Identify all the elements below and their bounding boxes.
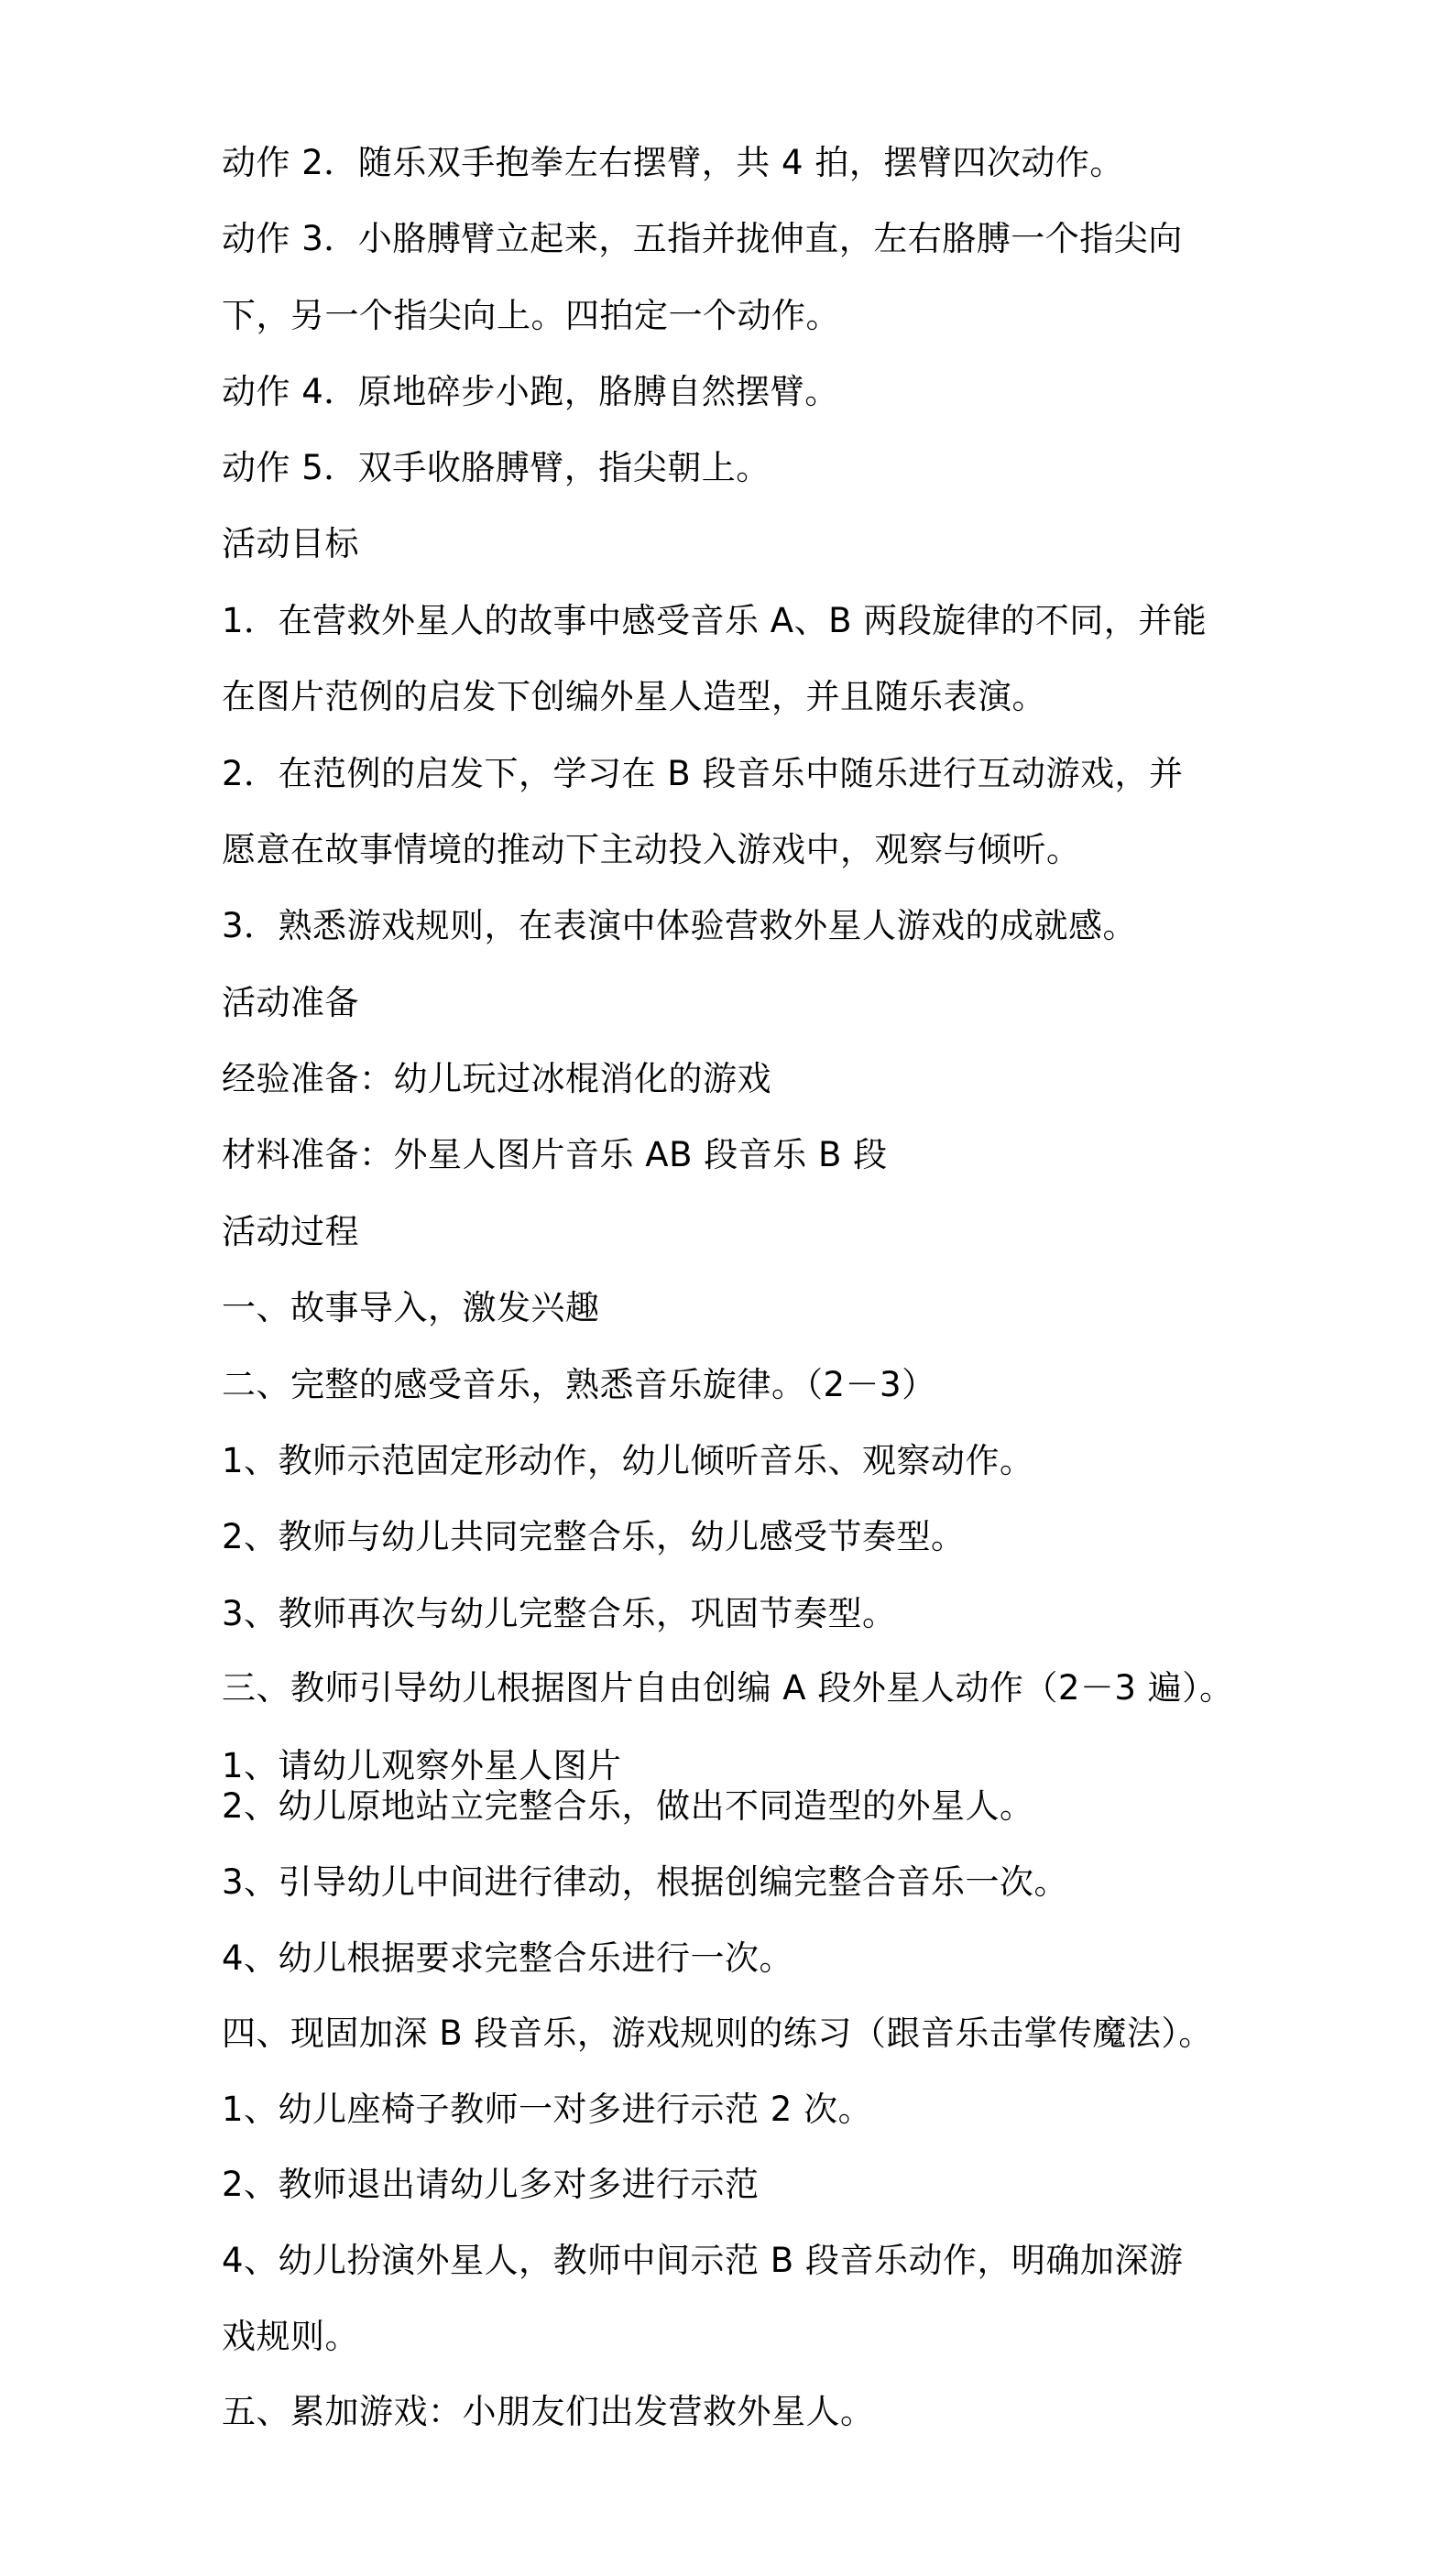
process-step-1: 一、故事导入，激发兴趣 bbox=[222, 1288, 600, 1327]
paragraph-action-5: 动作 5．双手收胳膊臂，指尖朝上。 bbox=[222, 448, 771, 487]
process-step-2-item-1: 1、教师示范固定形动作，幼儿倾听音乐、观察动作。 bbox=[222, 1441, 1034, 1480]
goal-2-line-1: 2．在范例的启发下，学习在 B 段音乐中随乐进行互动游戏，并 bbox=[222, 754, 1184, 793]
paragraph-action-4: 动作 4．原地碎步小跑，胳膊自然摆臂。 bbox=[222, 372, 839, 411]
process-step-3-item-4: 4、幼儿根据要求完整合乐进行一次。 bbox=[222, 1938, 794, 1978]
paragraph-action-3-line-1: 动作 3．小胳膊臂立起来，五指并拢伸直，左右胳膊一个指尖向 bbox=[222, 219, 1183, 258]
heading-activity-process: 活动过程 bbox=[222, 1212, 359, 1251]
paragraph-action-2: 动作 2．随乐双手抱拳左右摆臂，共 4 拍，摆臂四次动作。 bbox=[222, 143, 1124, 182]
process-step-4-item-1: 1、幼儿座椅子教师一对多进行示范 2 次。 bbox=[222, 2090, 873, 2129]
heading-activity-preparation: 活动准备 bbox=[222, 983, 359, 1022]
paragraph-action-3-line-2: 下，另一个指尖向上。四拍定一个动作。 bbox=[222, 296, 840, 335]
process-step-4-item-4-line-1: 4、幼儿扮演外星人，教师中间示范 B 段音乐动作，明确加深游 bbox=[222, 2241, 1184, 2280]
process-step-3-item-1: 1、请幼儿观察外星人图片 bbox=[222, 1746, 622, 1785]
process-step-2-item-2: 2、教师与幼儿共同完整合乐，幼儿感受节奏型。 bbox=[222, 1517, 966, 1556]
preparation-experience: 经验准备：幼儿玩过冰棍消化的游戏 bbox=[222, 1059, 771, 1098]
process-step-2-item-3: 3、教师再次与幼儿完整合乐，巩固节奏型。 bbox=[222, 1594, 897, 1633]
preparation-materials: 材料准备：外星人图片音乐 AB 段音乐 B 段 bbox=[222, 1135, 888, 1174]
process-step-3-item-2: 2、幼儿原地站立完整合乐，做出不同造型的外星人。 bbox=[222, 1786, 1034, 1826]
process-step-3-item-3: 3、引导幼儿中间进行律动，根据创编完整合音乐一次。 bbox=[222, 1862, 1069, 1902]
process-step-4: 四、现固加深 B 段音乐，游戏规则的练习（跟音乐击掌传魔法）。 bbox=[222, 2014, 1213, 2053]
process-step-4-item-4-line-2: 戏规则。 bbox=[222, 2317, 359, 2356]
goal-2-line-2: 愿意在故事情境的推动下主动投入游戏中，观察与倾听。 bbox=[222, 830, 1081, 869]
goal-1-line-2: 在图片范例的启发下创编外星人造型，并且随乐表演。 bbox=[222, 677, 1046, 716]
process-step-2: 二、完整的感受音乐，熟悉音乐旋律。（2－3） bbox=[222, 1365, 936, 1404]
heading-activity-goals: 活动目标 bbox=[222, 524, 359, 563]
process-step-5: 五、累加游戏：小朋友们出发营救外星人。 bbox=[222, 2392, 875, 2431]
process-step-3: 三、教师引导幼儿根据图片自由创编 A 段外星人动作（2－3 遍）。 bbox=[222, 1668, 1234, 1708]
process-step-4-item-2: 2、教师退出请幼儿多对多进行示范 bbox=[222, 2165, 760, 2204]
goal-1-line-1: 1．在营救外星人的故事中感受音乐 A、B 两段旋律的不同，并能 bbox=[222, 601, 1208, 640]
goal-3: 3．熟悉游戏规则，在表演中体验营救外星人游戏的成就感。 bbox=[222, 906, 1138, 945]
